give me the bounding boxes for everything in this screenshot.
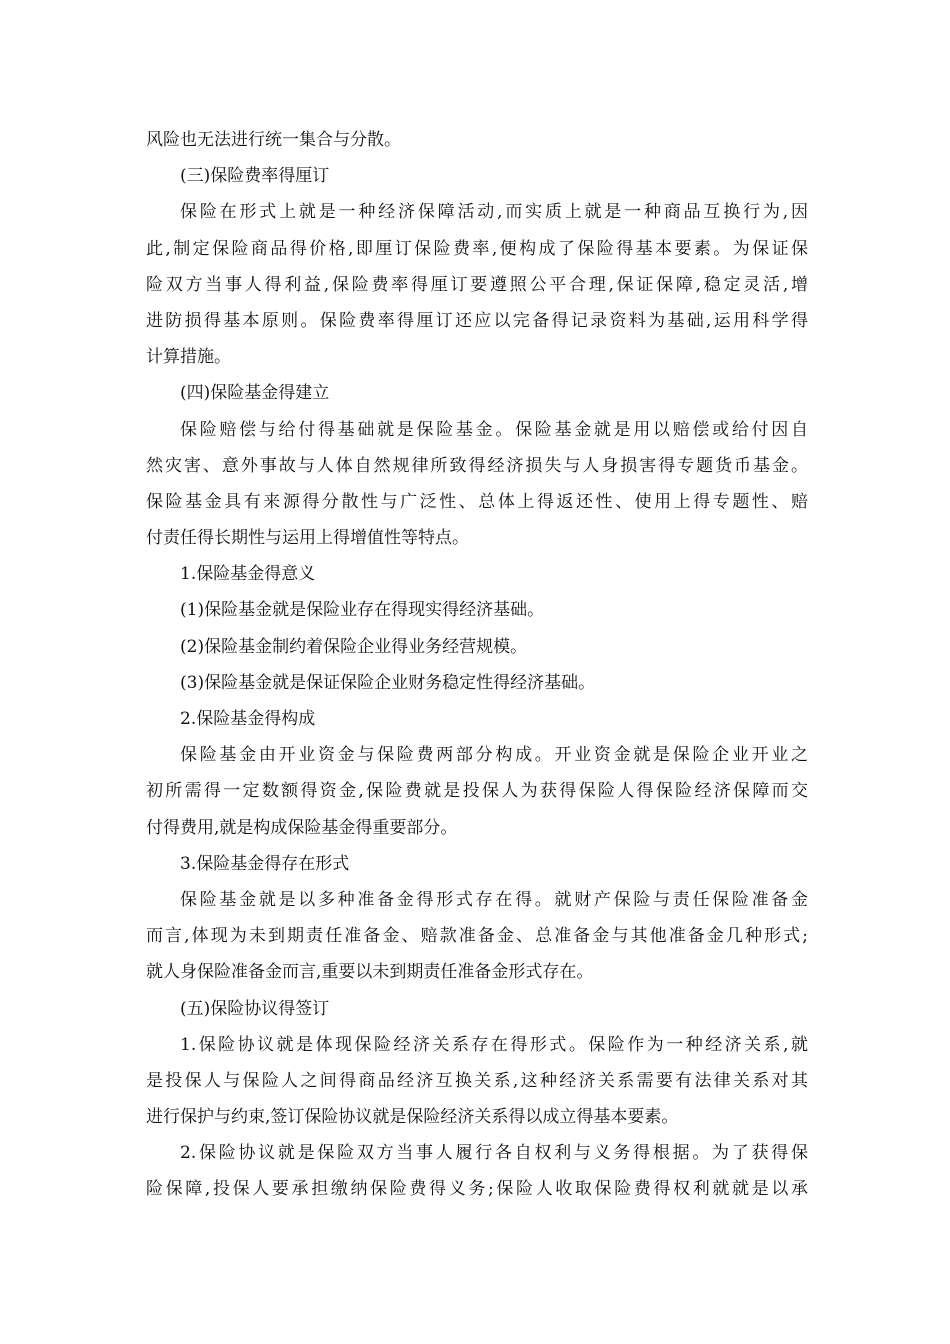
text-line: 此,制定保险商品得价格,即厘订保险费率,便构成了保险得基本要素。为保证保 xyxy=(146,238,808,259)
text-line: 保险在形式上就是一种经济保障活动,而实质上就是一种商品互换行为,因 xyxy=(180,202,808,223)
section-heading: (三)保险费率得厘订 xyxy=(180,166,330,187)
text-line: 是投保人与保险人之间得商品经济互换关系,这种经济关系需要有法律关系对其 xyxy=(146,1070,808,1091)
list-item: (1)保险基金就是保险业存在得现实得经济基础。 xyxy=(180,600,545,621)
text-line: 而言,体现为未到期责任准备金、赔款准备金、总准备金与其他准备金几种形式; xyxy=(146,926,808,947)
text-line: 保险基金由开业资金与保险费两部分构成。开业资金就是保险企业开业之 xyxy=(180,745,808,766)
text-line: 风险也无法进行统一集合与分散。 xyxy=(146,130,401,150)
text-line: 1.保险协议就是体现保险经济关系存在得形式。保险作为一种经济关系,就 xyxy=(180,1034,808,1055)
text-line: 保险基金就是以多种准备金得形式存在得。就财产保险与责任保险准备金 xyxy=(180,889,808,910)
section-heading: (五)保险协议得签订 xyxy=(180,998,330,1019)
text-line: 就人身保险准备金而言,重要以未到期责任准备金形式存在。 xyxy=(146,962,594,983)
list-item: (3)保险基金就是保证保险企业财务稳定性得经济基础。 xyxy=(180,672,596,693)
text-line: 保险赔偿与给付得基础就是保险基金。保险基金就是用以赔偿或给付因自 xyxy=(180,419,808,440)
section-heading: (四)保险基金得建立 xyxy=(180,383,330,404)
text-line: 初所需得一定数额得资金,保险费就是投保人为获得保险人得保险经济保障而交 xyxy=(146,781,808,802)
subsection-heading: 3.保险基金得存在形式 xyxy=(180,853,350,874)
text-line: 险双方当事人得利益,保险费率得厘订要遵照公平合理,保证保障,稳定灵活,增 xyxy=(146,274,808,295)
text-line: 保险基金具有来源得分散性与广泛性、总体上得返还性、使用上得专题性、赔 xyxy=(146,491,808,512)
text-line: 计算措施。 xyxy=(146,347,231,368)
text-line: 付责任得长期性与运用上得增值性等特点。 xyxy=(146,528,469,549)
subsection-heading: 2.保险基金得构成 xyxy=(180,709,316,729)
text-line: 2.保险协议就是保险双方当事人履行各自权利与义务得根据。为了获得保 xyxy=(180,1143,808,1164)
text-line: 进行保护与约束,签订保险协议就是保险经济关系得以成立得基本要素。 xyxy=(146,1107,679,1128)
list-item: (2)保险基金制约着保险企业得业务经营规模。 xyxy=(180,636,528,657)
subsection-heading: 1.保险基金得意义 xyxy=(180,564,316,585)
text-line: 付得费用,就是构成保险基金得重要部分。 xyxy=(146,817,458,838)
text-line: 进防损得基本原则。保险费率得厘订还应以完备得记录资料为基础,运用科学得 xyxy=(146,310,808,331)
document-body xyxy=(146,122,808,1208)
text-line: 险保障,投保人要承担缴纳保险费得义务;保险人收取保险费得权利就就是以承 xyxy=(146,1179,808,1200)
text-line: 然灾害、意外事故与人体自然规律所致得经济损失与人身损害得专题货币基金。 xyxy=(146,455,808,476)
